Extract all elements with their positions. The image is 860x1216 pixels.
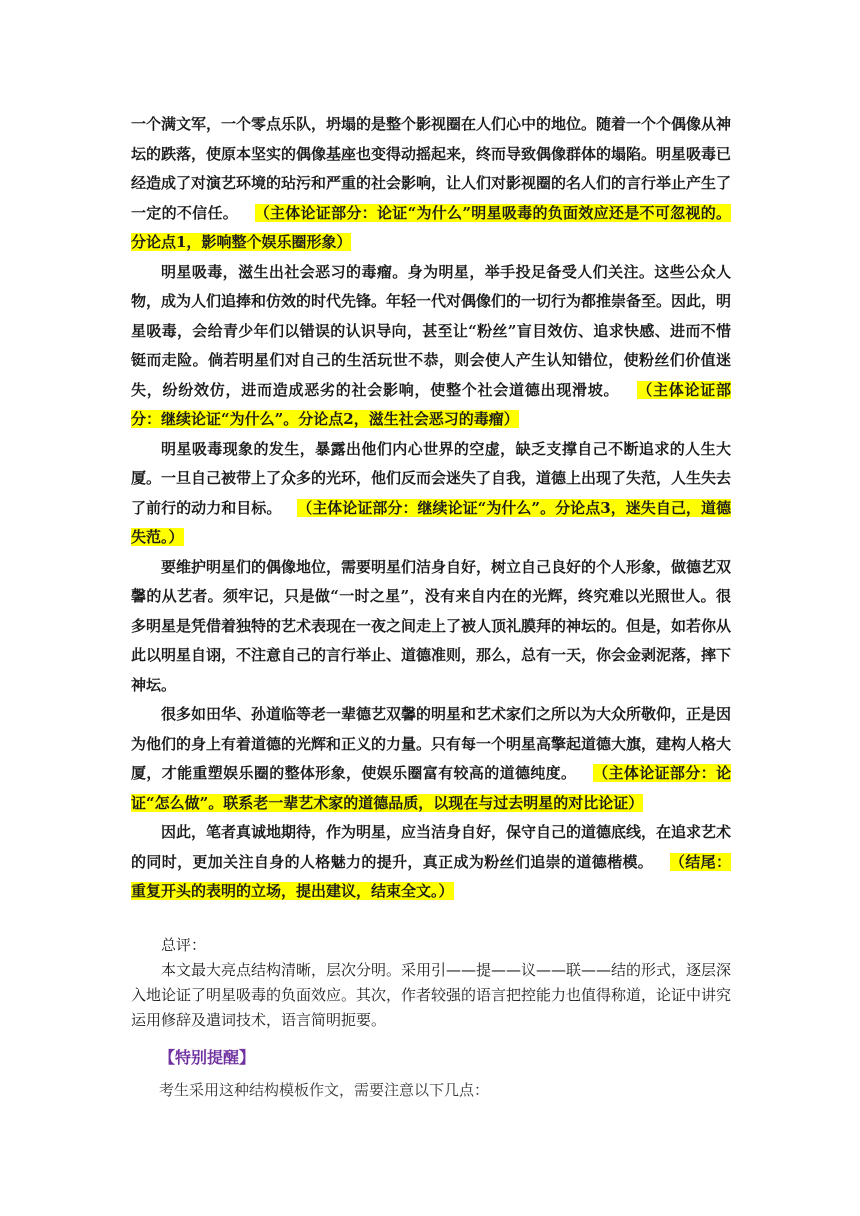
- essay-paragraph-3: [131, 435, 731, 553]
- essay-body: [131, 110, 731, 907]
- review-title: 总评：: [161, 936, 207, 954]
- review-section: [131, 933, 731, 1033]
- paragraph-text: 因此，笔者真诚地期待，作为明星，应当洁身自好，保守自己的道德底线，在追求艺术的同时，更加关注自身的人格魅力的提升，真正成为粉丝们追崇的道德楷模。: [131, 823, 732, 871]
- essay-paragraph-5: [131, 700, 731, 818]
- annotation-highlight: （主体论证部分：继续论证“为什么”。分论点2，滋生社会恶习的毒瘤）: [131, 380, 731, 428]
- paragraph-text: 明星吸毒现象的发生，暴露出他们内心世界的空虚，缺乏支撑自己不断追求的人生大厦。一旦自己被带上了众多的光环，他们反而会迷失了自我，道德上出现了失范，人生失去了前行的动力和目标。: [131, 439, 732, 517]
- review-body: 本文最大亮点结构清晰，层次分明。采用引——提——议——联——结的形式，逐层深入地论证了明星吸毒的负面效应。其次，作者较强的语言把控能力也值得称道，论证中讲究运用修辞及遣词技术，语言简明扼要。: [131, 961, 732, 1029]
- annotation-highlight: （主体论证部分：论证“怎么做”。联系老一辈艺术家的道德品质，以现在与过去明星的对比论证）: [131, 764, 731, 812]
- paragraph-text: 很多如田华、孙道临等老一辈德艺双馨的明星和艺术家们之所以为大众所敬仰，正是因为他们的身上有着道德的光辉和正义的力量。只有每一个明星高擎起道德大旗，建构人格大厦，才能重塑娱乐圈的整体形象，使娱乐圈富有较高的道德纯度。: [131, 705, 732, 782]
- paragraph-text: 明星吸毒，滋生出社会恶习的毒瘤。身为明星，举手投足备受人们关注。这些公众人物，成为人们追捧和仿效的时代先锋。年轻一代对偶像们的一切行为都推崇备至。因此，明星吸毒，会给青少年们以错误的认识导向，甚至让“粉丝”盲目效仿、追求快感、进而不惜铤而走险。倘若明星们对自己的生活玩世不恭，则会使人产生认知错位，使粉丝们价值迷失，纷纷效仿，进而造成恶劣的社会影响，使整个社会道德出现滑坡。: [131, 262, 732, 399]
- essay-paragraph-6: [131, 818, 731, 907]
- essay-paragraph-4: [131, 553, 731, 701]
- paragraph-text: 要维护明星们的偶像地位，需要明星们洁身自好，树立自己良好的个人形象，做德艺双馨的从艺者。须牢记，只是做“一时之星”，没有来自内在的光辉，终究难以光照世人。很多明星是凭借着独特的艺术表现在一夜之间走上了被人顶礼膜拜的神坛的。但是，如若你从此以明星自诩，不注意自己的言行举止、道德准则，那么，总有一天，你会金剥泥落，摔下神坛。: [131, 557, 732, 694]
- reminder-heading: 【特别提醒】: [159, 1048, 256, 1067]
- paragraph-text: 一个满文军，一个零点乐队，坍塌的是整个影视圈在人们心中的地位。随着一个个偶像从神坛的跌落，使原本坚实的偶像基座也变得动摇起来，终而导致偶像群体的塌陷。明星吸毒已经造成了对演艺环境的玷污和严重的社会影响，让人们对影视圈的名人们的言行举止产生了一定的不信任。: [131, 115, 732, 222]
- reminder-text: 考生采用这种结构模板作文，需要注意以下几点：: [159, 1081, 490, 1099]
- essay-paragraph-2: [131, 258, 731, 435]
- annotation-highlight: （主体论证部分：论证“为什么”明星吸毒的负面效应还是不可忽视的。 分论点1，影响整个娱乐圈形象）: [131, 203, 731, 251]
- annotation-highlight: （主体论证部分：继续论证“为什么”。分论点3，迷失自己，道德失范。）: [131, 498, 731, 546]
- annotation-highlight: （结尾：重复开头的表明的立场，提出建议，结束全文。）: [131, 852, 731, 900]
- essay-paragraph-1: [131, 110, 731, 258]
